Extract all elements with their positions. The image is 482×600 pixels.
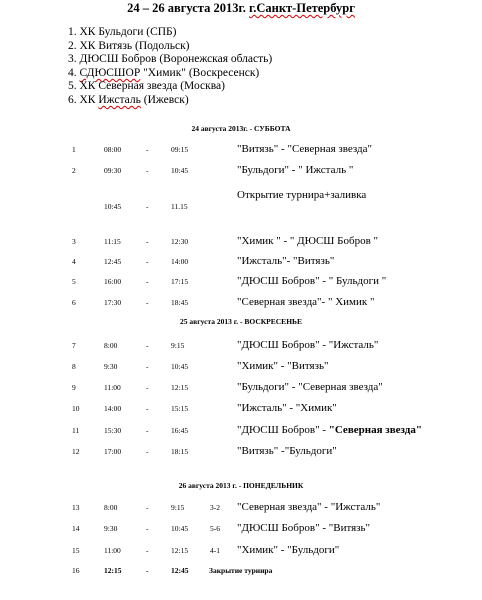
title-city: г.Санкт-Петербург (248, 1, 355, 15)
end-time: 09:15 (171, 145, 189, 154)
start-time: 15:30 (104, 426, 122, 435)
time-dash: - (146, 503, 149, 512)
end-time: 16:45 (171, 426, 189, 435)
time-dash: - (146, 426, 149, 435)
end-time: 11.15 (171, 202, 188, 211)
match-teams: "Витязь" - "Северная звезда" (237, 143, 372, 155)
end-time: 12:15 (171, 383, 189, 392)
end-time: 18:45 (171, 298, 189, 307)
game-number: 12 (72, 447, 80, 456)
game-number: 9 (72, 383, 76, 392)
game-number: 4 (72, 257, 76, 266)
game-number: 11 (72, 426, 80, 435)
day-header-monday: 26 августа 2013 г. - ПОНЕДЕЛЬНИК (178, 481, 304, 490)
start-time: 14:00 (104, 404, 122, 413)
schedule-row (0, 402, 482, 414)
match-teams: "Ижсталь"- "Витязь" (237, 255, 335, 267)
time-dash: - (146, 298, 149, 307)
start-time: 11:00 (104, 383, 121, 392)
closing-ceremony: Закрытие турнира (209, 566, 273, 575)
schedule-row (0, 339, 482, 351)
start-time: 10:45 (104, 202, 122, 211)
schedule-row (0, 255, 482, 267)
start-time: 08:00 (104, 145, 122, 154)
game-number: 10 (72, 404, 80, 413)
time-dash: - (146, 277, 149, 286)
time-dash: - (146, 145, 149, 154)
start-time: 09:30 (104, 166, 122, 175)
end-time: 12:30 (171, 237, 189, 246)
title-dates: 24 – 26 августа 2013г. (127, 1, 249, 15)
opening-ceremony: Открытие турнира+заливка (237, 189, 367, 201)
game-number: 15 (72, 546, 80, 555)
game-number: 1 (72, 145, 76, 154)
team-item: 1. ХК Бульдоги (СПБ) (68, 26, 177, 38)
match-teams: "Ижсталь" - "Химик" (237, 402, 337, 414)
time-dash: - (146, 546, 149, 555)
game-number: 5 (72, 277, 76, 286)
time-dash: - (146, 362, 149, 371)
schedule-row (0, 275, 482, 287)
game-number: 8 (72, 362, 76, 371)
match-teams: "Витязь" -"Бульдоги" (237, 445, 337, 457)
match-teams: "ДЮСШ Бобров" - "Северная звезда" (237, 424, 422, 436)
schedule-row (0, 296, 482, 308)
end-time: 10:45 (171, 362, 189, 371)
start-time: 11:15 (104, 237, 121, 246)
team-list (68, 26, 272, 108)
end-time: 10:45 (171, 524, 189, 533)
end-time: 9:15 (171, 341, 185, 350)
start-time: 9:30 (104, 362, 118, 371)
schedule-row (0, 445, 482, 457)
end-time: 9:15 (171, 503, 185, 512)
schedule-row (0, 424, 482, 436)
time-dash: - (146, 237, 149, 246)
schedule-row (0, 200, 482, 212)
match-teams: "ДЮСШ Бобров" - "Ижсталь" (237, 339, 379, 351)
end-time: 15:15 (171, 404, 189, 413)
time-dash: - (146, 341, 149, 350)
match-teams: "Северная звезда"- " Химик " (237, 296, 375, 308)
match-teams: "Северная звезда" - "Ижсталь" (237, 501, 381, 513)
time-dash: - (146, 524, 149, 533)
end-time: 12:15 (171, 546, 189, 555)
schedule-row (0, 544, 482, 556)
start-time: 9:30 (104, 524, 118, 533)
team-item: 5. ХК Северная звезда (Москва) (68, 80, 225, 93)
end-time: 14:00 (171, 257, 189, 266)
game-number: 16 (72, 566, 80, 575)
match-teams: "ДЮСШ Бобров" - " Бульдоги " (237, 275, 387, 287)
time-dash: - (146, 404, 149, 413)
game-score: 5-6 (210, 524, 220, 533)
day-header-saturday: 24 августа 2013г. - СУББОТА (191, 124, 291, 133)
closing-row (0, 564, 482, 576)
game-number: 13 (72, 503, 80, 512)
game-number: 7 (72, 341, 76, 350)
start-time: 17:30 (104, 298, 122, 307)
match-teams: "Химик" - "Бульдоги" (237, 544, 340, 556)
match-teams: "Бульдоги" - "Северная звезда" (237, 381, 383, 393)
page-title (0, 1, 482, 15)
game-number: 14 (72, 524, 80, 533)
schedule-row (0, 522, 482, 534)
start-time: 12:45 (104, 257, 122, 266)
time-dash: - (146, 447, 149, 456)
match-teams: "Бульдоги" - " Ижсталь " (237, 164, 354, 176)
game-number: 6 (72, 298, 76, 307)
start-time: 11:00 (104, 546, 121, 555)
end-time: 10:45 (171, 166, 189, 175)
schedule-row (0, 501, 482, 513)
game-number: 3 (72, 237, 76, 246)
time-dash: - (146, 257, 149, 266)
team-item: 4. СДЮСШОР "Химик" (Воскресенск) (68, 66, 260, 79)
start-time: 16:00 (104, 277, 122, 286)
game-score: 3-2 (210, 503, 220, 512)
schedule-row (0, 381, 482, 393)
schedule-row (0, 164, 482, 176)
time-dash: - (146, 566, 149, 575)
start-time: 12:15 (104, 566, 122, 575)
end-time: 18:15 (171, 447, 189, 456)
schedule-row (0, 143, 482, 155)
match-teams: "ДЮСШ Бобров" - "Витязь" (237, 522, 371, 534)
schedule-row (0, 360, 482, 372)
day-header-sunday: 25 августа 2013 г. - ВОСКРЕСЕНЬЕ (180, 317, 302, 326)
team-item: 2. ХК Витязь (Подольск) (68, 39, 190, 52)
game-score: 4-1 (210, 546, 220, 555)
team-item: 6. ХК Ижсталь (Ижевск) (68, 93, 189, 106)
end-time: 17:15 (171, 277, 189, 286)
end-time: 12:45 (171, 566, 189, 575)
team-item: 3. ДЮСШ Бобров (Воронежская область) (68, 53, 273, 66)
start-time: 17:00 (104, 447, 122, 456)
time-dash: - (146, 166, 149, 175)
game-number: 2 (72, 166, 76, 175)
start-time: 8:00 (104, 503, 118, 512)
match-teams: "Химик " - " ДЮСШ Бобров " (237, 235, 378, 247)
match-teams: "Химик" - "Витязь" (237, 360, 329, 372)
schedule-row (0, 235, 482, 247)
time-dash: - (146, 202, 149, 211)
start-time: 8:00 (104, 341, 118, 350)
time-dash: - (146, 383, 149, 392)
